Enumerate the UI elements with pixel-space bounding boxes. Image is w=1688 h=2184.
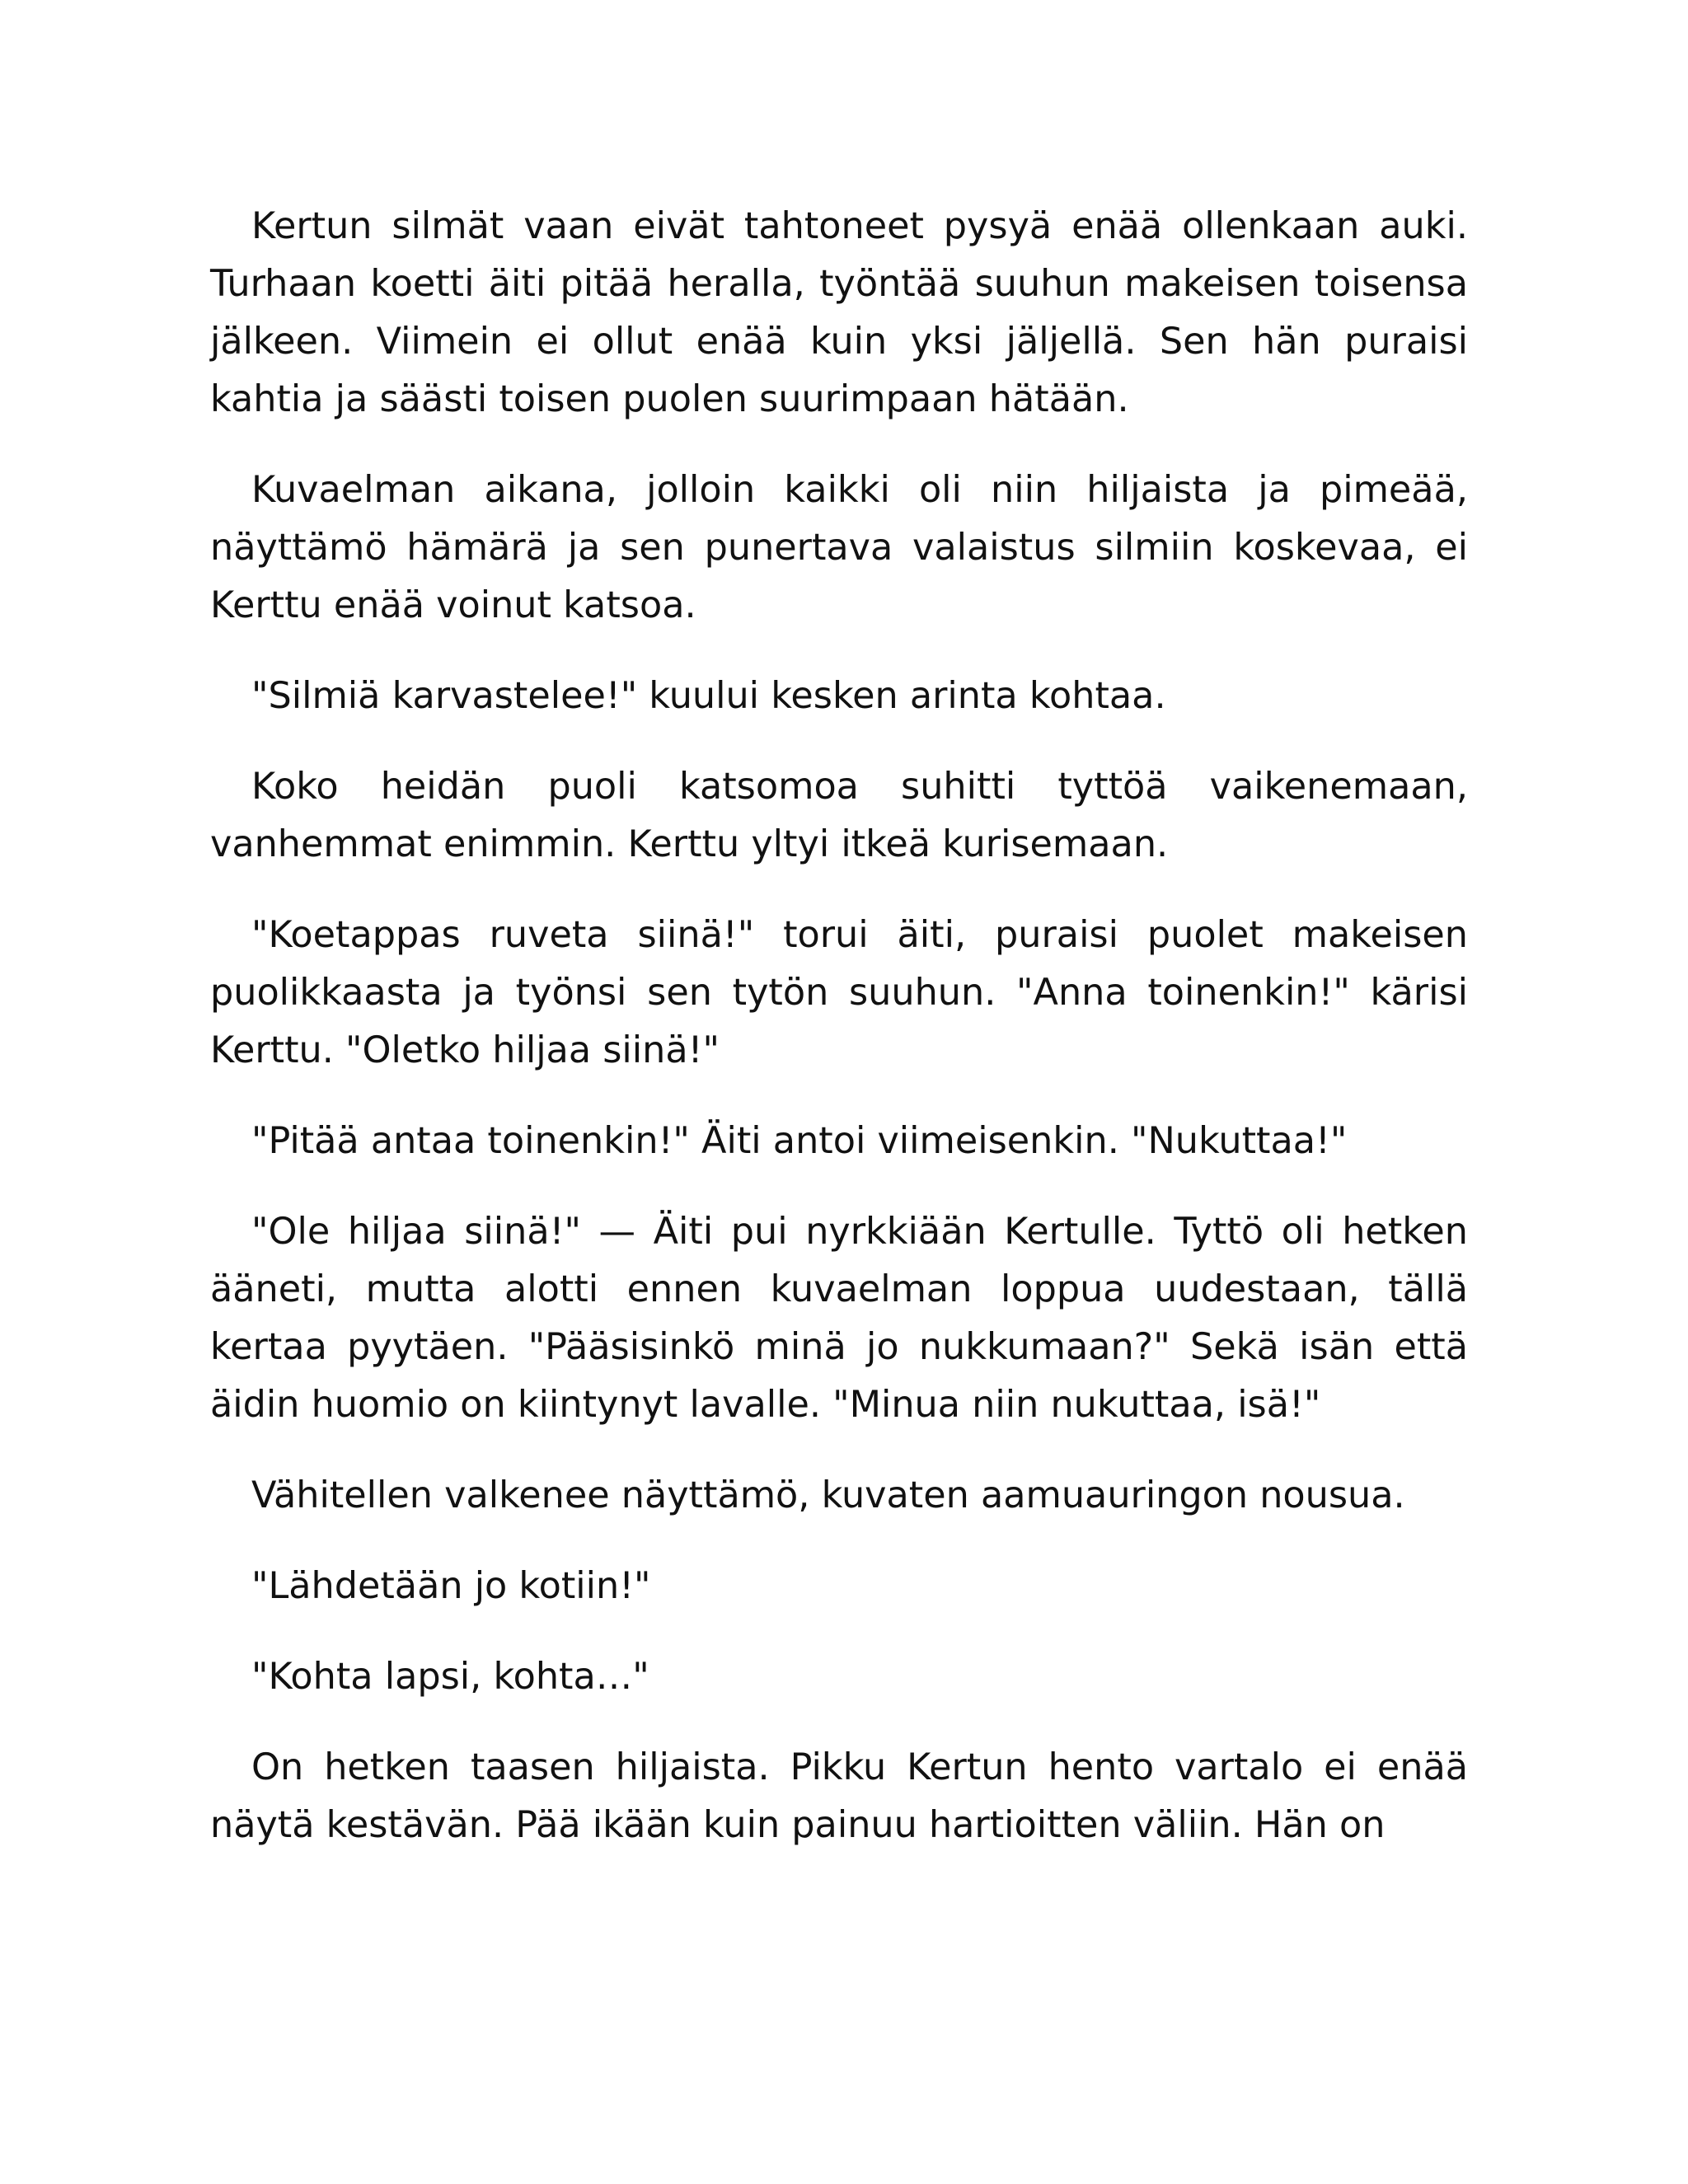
paragraph: Kuvaelman aikana, jolloin kaikki oli niin hiljaista ja pimeää, näyttämö hämärä ja sen punertava valaistus silmiin koskevaa, ei Kerttu enää voinut katsoa. xyxy=(210,469,1468,626)
paragraph: "Silmiä karvastelee!" kuului kesken arinta kohtaa. xyxy=(251,675,1166,717)
paragraph: Koko heidän puoli katsomoa suhitti tyttöä vaikenemaan, vanhemmat enimmin. Kerttu yltyi itkeä kurisemaan. xyxy=(210,766,1468,865)
paragraph: "Lähdetään jo kotiin!" xyxy=(251,1565,651,1607)
paragraph: Vähitellen valkenee näyttämö, kuvaten aamuauringon nousua. xyxy=(251,1474,1405,1516)
paragraph: Kertun silmät vaan eivät tahtoneet pysyä enää ollenkaan auki. Turhaan koetti äiti pitää heralla, työntää suuhun makeisen toisensa jälkeen. Viimein ei ollut enää kuin yksi jäljellä. Sen hän puraisi kahtia ja säästi toisen puolen suurimpaan hätään. xyxy=(210,205,1468,420)
paragraph: "Kohta lapsi, kohta…" xyxy=(251,1656,649,1698)
paragraph: On hetken taasen hiljaista. Pikku Kertun hento vartalo ei enää näytä kestävän. Pää ikään kuin painuu hartioitten väliin. Hän on xyxy=(210,1746,1468,1846)
paragraph: "Koetappas ruveta siinä!" torui äiti, puraisi puolet makeisen puolikkaasta ja työnsi sen tytön suuhun. "Anna toinenkin!" kärisi Kerttu. "Oletko hiljaa siinä!" xyxy=(210,914,1468,1071)
paragraph: "Pitää antaa toinenkin!" Äiti antoi viimeisenkin. "Nukuttaa!" xyxy=(251,1120,1348,1162)
page-body xyxy=(210,198,1468,1854)
paragraph: "Ole hiljaa siinä!" — Äiti pui nyrkkiään Kertulle. Tyttö oli hetken ääneti, mutta alotti ennen kuvaelman loppua uudestaan, tällä kertaa pyytäen. "Pääsisinkö minä jo nukkumaan?" Sekä isän että äidin huomio on kiintynyt lavalle. "Minua niin nukuttaa, isä!" xyxy=(210,1211,1468,1426)
